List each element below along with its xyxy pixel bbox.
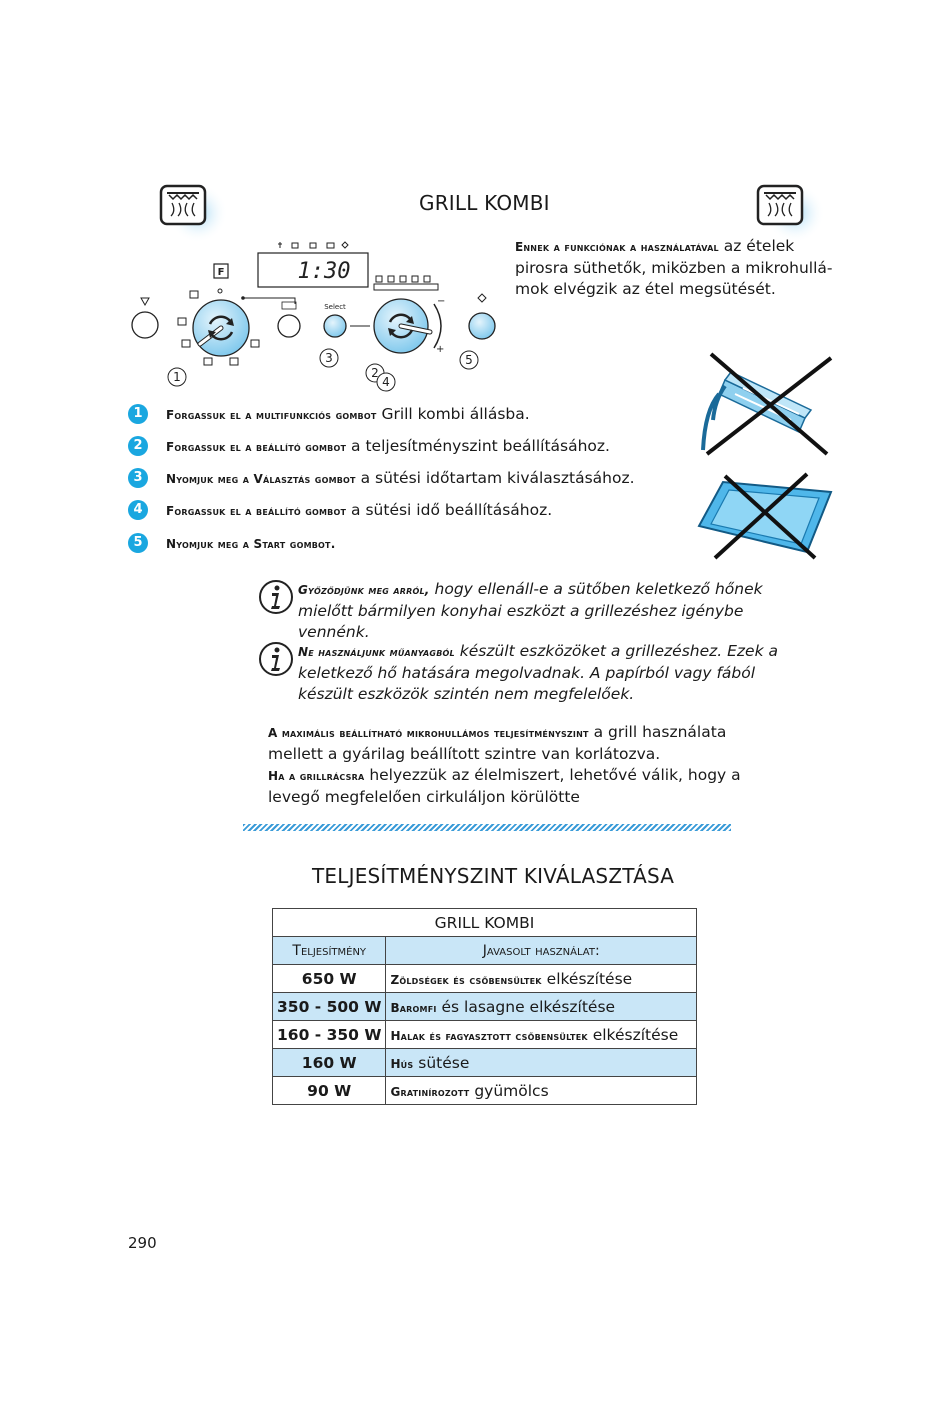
usage-cell: Baromfi és lasagne elkészítése xyxy=(386,993,697,1021)
step-number: 3 xyxy=(128,468,148,488)
indicator-icons xyxy=(278,242,348,248)
para-text-1: a grill használata mellett a gyárilag beállított szintre van korlátozva. xyxy=(268,723,727,763)
intro-text: az ételek pirosra süthetők, miközben a mikrohullá-mok elvégzik az étel megsütését. xyxy=(515,237,833,298)
svg-text:3: 3 xyxy=(325,351,333,365)
para-lead-2: Ha a grillrácsra xyxy=(268,769,365,783)
note-lead: Ne használjunk műanyagból xyxy=(298,645,455,659)
limitation-paragraph xyxy=(268,722,768,808)
page-title: GRILL KOMBI xyxy=(419,191,550,215)
table-row xyxy=(273,1021,697,1049)
crossed-out-grill-tool-illustration xyxy=(695,350,835,458)
table-caption: GRILL KOMBI xyxy=(273,909,697,937)
table-row xyxy=(273,1077,697,1105)
step-2 xyxy=(128,434,688,458)
start-button-diagram xyxy=(469,313,495,339)
svg-text:4: 4 xyxy=(382,375,390,389)
info-note-1 xyxy=(258,579,778,643)
table-row xyxy=(273,1049,697,1077)
usage-cell: Gratinírozott gyümölcs xyxy=(386,1077,697,1105)
usage-cell: Hús sütése xyxy=(386,1049,697,1077)
svg-text:+: + xyxy=(436,344,445,355)
crossed-out-tray-illustration xyxy=(695,468,835,560)
table-row xyxy=(273,965,697,993)
info-note-2 xyxy=(258,641,778,705)
step-lead: Forgassuk el a beállító gombot xyxy=(166,440,347,454)
display-time: 1:30 xyxy=(297,259,351,284)
power-cell: 650 W xyxy=(273,965,386,993)
table-header-power: Teljesítmény xyxy=(273,937,386,965)
page-number: 290 xyxy=(128,1234,157,1252)
svg-text:−: − xyxy=(437,296,446,307)
power-cell: 160 - 350 W xyxy=(273,1021,386,1049)
svg-text:1: 1 xyxy=(173,370,181,384)
step-number: 5 xyxy=(128,533,148,553)
step-3 xyxy=(128,466,688,490)
grill-mode-icon-right xyxy=(755,183,825,243)
section-divider xyxy=(243,824,731,831)
step-lead: Nyomjuk meg a Választás gombot xyxy=(166,472,356,486)
step-text: Grill kombi állásba. xyxy=(381,405,530,423)
step-5 xyxy=(128,531,688,555)
step-4 xyxy=(128,498,688,522)
step-text: a sütési idő beállításához. xyxy=(351,501,553,519)
svg-text:F: F xyxy=(217,267,225,278)
note-text: hogy ellenáll-e a sütőben keletkező hőnek mielőtt bármilyen konyhai eszközt a grillezéshez igénybe vennénk. xyxy=(298,580,763,641)
svg-text:2: 2 xyxy=(371,366,379,380)
note-lead: Győződjünk meg arról, xyxy=(298,583,430,597)
table-row xyxy=(273,993,697,1021)
usage-cell: Zöldségek és csőbensültek elkészítése xyxy=(386,965,697,993)
section-title: TELJESÍTMÉNYSZINT KIVÁLASZTÁSA xyxy=(312,864,675,888)
step-1 xyxy=(128,402,688,426)
control-panel-diagram xyxy=(128,236,508,396)
step-number: 2 xyxy=(128,436,148,456)
table-header-usage: Javasolt használat: xyxy=(386,937,697,965)
select-button-diagram xyxy=(324,315,346,337)
power-cell: 160 W xyxy=(273,1049,386,1077)
stop-button-diagram xyxy=(132,312,158,338)
step-lead: Nyomjuk meg a Start gombot. xyxy=(166,537,336,551)
svg-text:5: 5 xyxy=(465,353,473,367)
step-number: 4 xyxy=(128,500,148,520)
step-lead: Forgassuk el a beállító gombot xyxy=(166,504,347,518)
note-text: készült eszközöket a grillezéshez. Ezek a keletkező hő hatására megolvadnak. A papírból vagy fából készült eszközök szintén nem megfelelőek. xyxy=(298,642,778,703)
step-text: a teljesítményszint beállításához. xyxy=(351,437,610,455)
step-text: a sütési időtartam kiválasztásához. xyxy=(360,469,635,487)
para-lead-1: A maximális beállítható mikrohullámos teljesítményszint xyxy=(268,726,589,740)
svg-text:Select: Select xyxy=(324,303,346,311)
step-lead: Forgassuk el a multifunkciós gombot xyxy=(166,408,377,422)
power-level-table xyxy=(272,908,697,1105)
intro-lead: Ennek a funkciónak a használatával xyxy=(515,240,719,254)
power-cell: 350 - 500 W xyxy=(273,993,386,1021)
para-text-2: helyezzük az élelmiszert, lehetővé válik, hogy a levegő megfelelően cirkuláljon körülötte xyxy=(268,766,741,806)
grill-mode-icon-left xyxy=(158,183,228,243)
power-cell: 90 W xyxy=(273,1077,386,1105)
step-number: 1 xyxy=(128,404,148,424)
info-icon xyxy=(258,579,294,615)
usage-cell: Halak és fagyasztott csőbensültek elkészítése xyxy=(386,1021,697,1049)
info-icon xyxy=(258,641,294,677)
intro-paragraph xyxy=(515,236,835,300)
